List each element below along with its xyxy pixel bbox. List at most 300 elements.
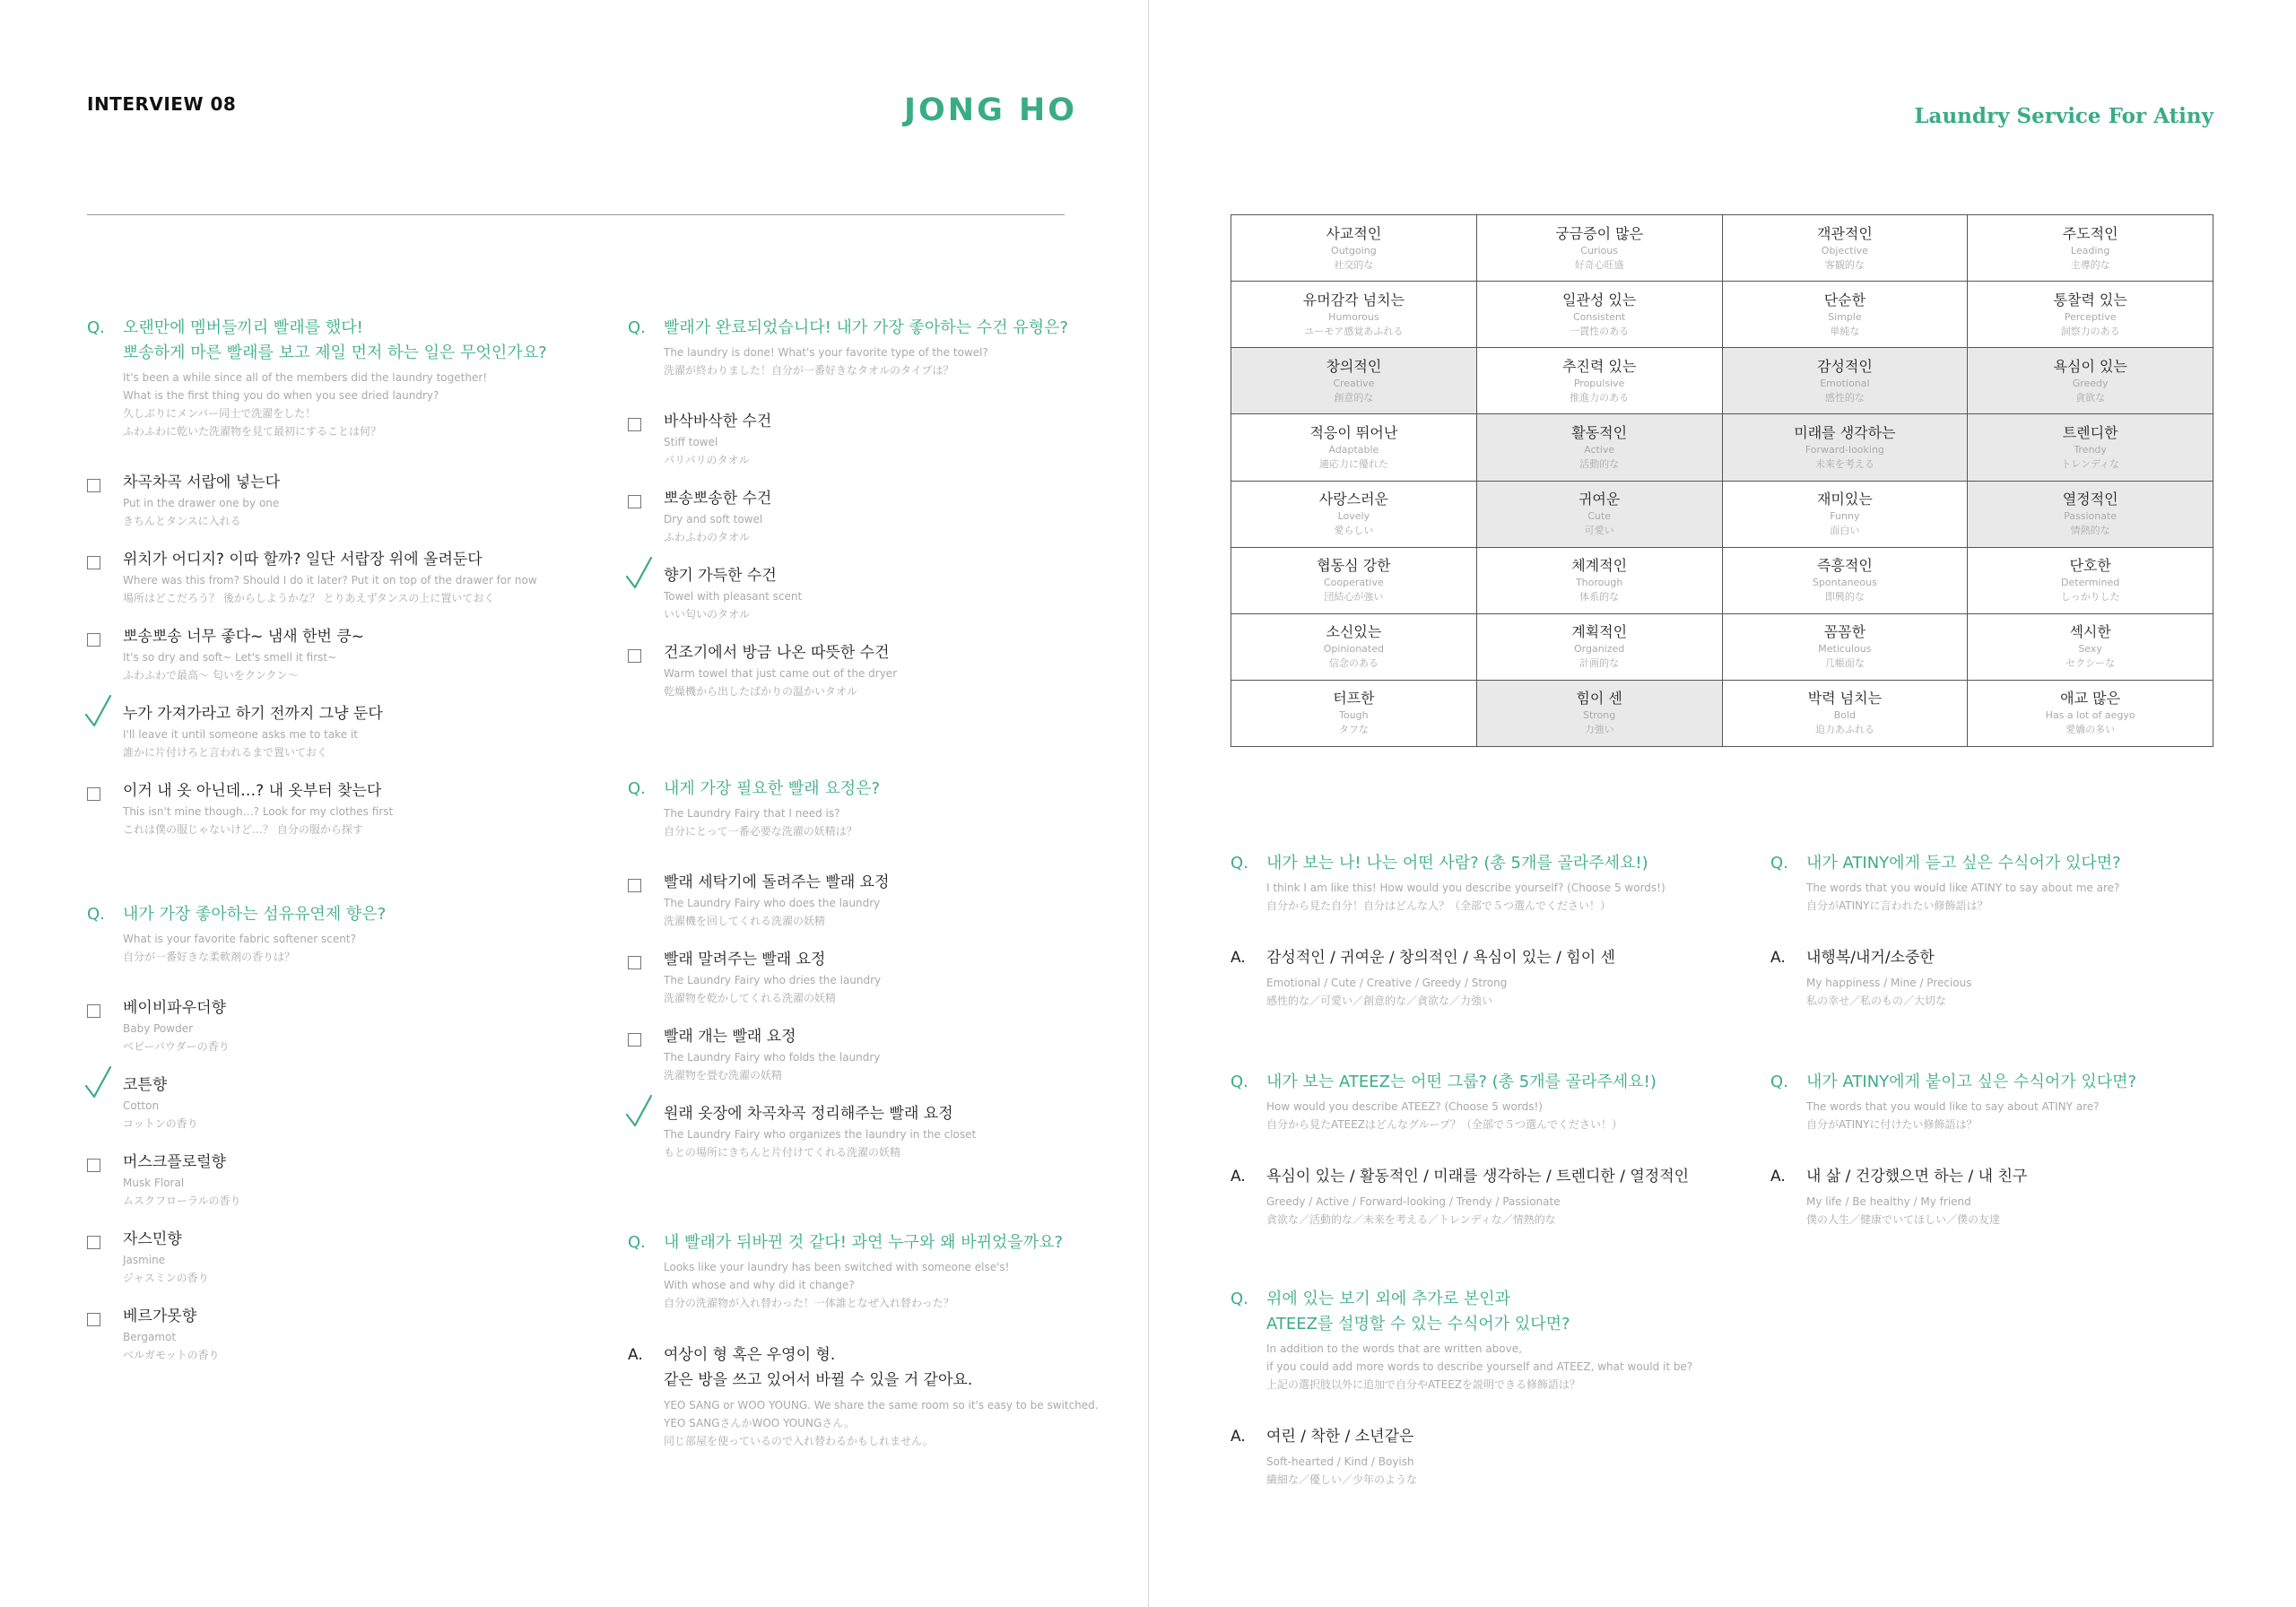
trait-korean: 활동적인 bbox=[1571, 423, 1628, 441]
question-translation bbox=[87, 930, 589, 966]
trait-japanese: 推進力のある bbox=[1570, 391, 1630, 404]
option-english: Jasmine bbox=[123, 1254, 166, 1266]
trait-japanese: 可愛い bbox=[1584, 525, 1614, 537]
page-title: Laundry Service For Atiny bbox=[1914, 104, 2213, 128]
option-item[interactable] bbox=[628, 871, 1130, 948]
translation-line: 感性的な／可愛い／創意的な／貪欲な／力強い bbox=[1266, 995, 1493, 1007]
trait-japanese: トレンディな bbox=[2061, 457, 2120, 470]
trait-korean: 애교 많은 bbox=[2060, 690, 2121, 708]
trait-korean: 객관적인 bbox=[1816, 224, 1873, 242]
trait-korean: 힘이 센 bbox=[1576, 690, 1622, 708]
checkbox[interactable] bbox=[628, 495, 641, 508]
trait-japanese: 愛らしい bbox=[1334, 525, 1374, 537]
grid-row bbox=[1231, 481, 2213, 547]
option-list bbox=[628, 410, 1130, 718]
answer-translation bbox=[664, 1396, 1130, 1450]
translation-line: The words that you would like to say about ATINY are? bbox=[1806, 1100, 2100, 1113]
checkbox[interactable] bbox=[87, 1159, 100, 1172]
trait-cell bbox=[1231, 282, 1477, 348]
trait-japanese: 洞察力のある bbox=[2060, 325, 2120, 337]
option-item[interactable] bbox=[87, 548, 589, 625]
question-block bbox=[1231, 851, 1751, 1010]
trait-english: Spontaneous bbox=[1812, 577, 1877, 589]
option-label: 향기 가득한 수건 bbox=[664, 567, 777, 585]
answer-block bbox=[1770, 945, 2219, 1010]
translation-line: 自分がATINYに言われたい修飾語は？ bbox=[1806, 899, 1988, 912]
trait-cell bbox=[1231, 680, 1477, 746]
translation-line: 洗濯が終わりました！自分が一番好きなタオルのタイプは？ bbox=[664, 364, 954, 377]
translation-line: 同じ部屋を使っているので入れ替わるかもしれません。 bbox=[664, 1435, 934, 1447]
option-label: 빨래 세탁기에 돌려주는 빨래 요정 bbox=[664, 873, 890, 891]
checkbox[interactable] bbox=[87, 787, 100, 801]
translation-line: What is your favorite fabric softener scent? bbox=[123, 933, 356, 945]
trait-japanese: 活動的な bbox=[1579, 457, 1620, 470]
trait-english: Opinionated bbox=[1323, 643, 1384, 656]
option-label: 이거 내 옷 아닌데…? 내 옷부터 찾는다 bbox=[123, 782, 382, 800]
option-english: Where was this from? Should I do it later? Put it on top of the drawer for now bbox=[123, 574, 537, 586]
question-line: 내가 ATINY에게 듣고 싶은 수식어가 있다면? bbox=[1806, 854, 2121, 873]
question-marker: Q. bbox=[1231, 854, 1248, 873]
option-item[interactable] bbox=[628, 1025, 1130, 1102]
trait-japanese: 団結心が強い bbox=[1324, 591, 1384, 604]
question-translation bbox=[1770, 879, 2219, 915]
answer-marker: A. bbox=[1231, 1428, 1246, 1446]
question-line: 내게 가장 필요한 빨래 요정은? bbox=[664, 779, 881, 798]
trait-cell bbox=[1968, 348, 2213, 414]
question-text bbox=[87, 902, 589, 927]
trait-cell bbox=[1476, 680, 1722, 746]
translation-line: 上記の選択肢以外に追加で自分やATEEZを説明できる修飾語は？ bbox=[1266, 1378, 1580, 1391]
option-japanese: これは僕の服じゃないけど…？ 自分の服から探す bbox=[123, 823, 363, 836]
question-translation bbox=[87, 369, 589, 440]
option-english: Cotton bbox=[123, 1099, 160, 1112]
option-item[interactable] bbox=[87, 1151, 589, 1228]
question-marker: Q. bbox=[1770, 1073, 1788, 1091]
translation-line: 自分から見た自分！自分はどんな人？（全部で５つ選んでください！） bbox=[1266, 899, 1612, 912]
option-label: 머스크플로럴향 bbox=[123, 1153, 226, 1171]
trait-cell bbox=[1968, 547, 2213, 613]
translation-line: My life / Be healthy / My friend bbox=[1806, 1195, 1971, 1208]
question-translation bbox=[628, 343, 1130, 379]
question-block bbox=[628, 1230, 1130, 1450]
option-item[interactable] bbox=[628, 564, 1130, 641]
question-text bbox=[1770, 851, 2219, 876]
trait-english: Leading bbox=[2070, 244, 2110, 256]
trait-japanese: 愛嬌の多い bbox=[2066, 724, 2116, 736]
option-label: 자스민향 bbox=[123, 1230, 182, 1248]
option-item[interactable] bbox=[628, 948, 1130, 1025]
trait-japanese: 単純な bbox=[1830, 325, 1860, 337]
checkmark-icon bbox=[83, 1064, 112, 1100]
checkbox[interactable] bbox=[87, 1313, 100, 1326]
trait-japanese: タフな bbox=[1338, 724, 1369, 736]
trait-english: Cute bbox=[1587, 510, 1611, 523]
option-label: 베르가못향 bbox=[123, 1307, 197, 1325]
trait-korean: 트렌디한 bbox=[2062, 423, 2118, 441]
translation-line: 自分がATINYに付けたい修飾語は？ bbox=[1806, 1118, 1978, 1131]
trait-cell bbox=[1722, 481, 1968, 547]
trait-korean: 체계적인 bbox=[1571, 557, 1628, 575]
checkmark-icon bbox=[83, 693, 112, 729]
trait-english: Forward-looking bbox=[1805, 443, 1884, 456]
question-line: 뽀송하게 마른 빨래를 보고 제일 먼저 하는 일은 무엇인가요? bbox=[123, 343, 547, 362]
option-list bbox=[87, 471, 589, 856]
trait-english: Funny bbox=[1830, 510, 1860, 523]
answer-text: 내행복/내거/소중한 bbox=[1806, 949, 1935, 967]
trait-korean: 귀여운 bbox=[1578, 491, 1621, 508]
trait-cell bbox=[1476, 547, 1722, 613]
question-text bbox=[87, 316, 589, 366]
answer-block bbox=[1770, 1164, 2219, 1229]
answer-text: 여린 / 착한 / 소년같은 bbox=[1266, 1428, 1414, 1446]
option-label: 바삭바삭한 수건 bbox=[664, 413, 772, 430]
question-marker: Q. bbox=[1770, 854, 1788, 873]
trait-japanese: 即興的な bbox=[1824, 591, 1865, 604]
option-english: Dry and soft towel bbox=[664, 513, 763, 526]
trait-korean: 미래를 생각하는 bbox=[1794, 423, 1896, 441]
checkbox[interactable] bbox=[87, 1004, 100, 1018]
trait-japanese: 情熱的な bbox=[2070, 525, 2110, 537]
trait-korean: 적응이 뛰어난 bbox=[1309, 423, 1398, 441]
trait-cell bbox=[1476, 414, 1722, 481]
question-translation bbox=[1770, 1098, 2219, 1134]
trait-cell bbox=[1476, 481, 1722, 547]
trait-japanese: セクシーな bbox=[2066, 657, 2116, 670]
question-marker: Q. bbox=[1231, 1290, 1248, 1308]
translation-line: 僕の人生／健康でいてほしい／僕の友達 bbox=[1806, 1213, 2001, 1226]
trait-japanese: 計画的な bbox=[1579, 657, 1620, 670]
answer-text: 여상이 형 혹은 우영이 형. bbox=[664, 1346, 836, 1364]
option-english: Musk Floral bbox=[123, 1177, 185, 1189]
translation-line: Looks like your laundry has been switched with someone else's! bbox=[664, 1261, 1010, 1273]
question-text bbox=[1231, 1287, 1787, 1337]
trait-english: Curious bbox=[1580, 244, 1618, 256]
option-item[interactable] bbox=[87, 625, 589, 702]
trait-korean: 꼼꼼한 bbox=[1823, 623, 1866, 641]
trait-cell bbox=[1722, 547, 1968, 613]
trait-english: Perceptive bbox=[2064, 310, 2117, 323]
option-japanese: 洗濯物を乾かしてくれる洗濯の妖精 bbox=[664, 992, 837, 1004]
trait-cell bbox=[1476, 282, 1722, 348]
trait-english: Lovely bbox=[1337, 510, 1370, 523]
checkbox[interactable] bbox=[87, 556, 100, 569]
trait-english: Organized bbox=[1573, 643, 1625, 656]
trait-korean: 협동심 강한 bbox=[1317, 557, 1391, 575]
question-text bbox=[1231, 1070, 1751, 1095]
trait-korean: 단호한 bbox=[2069, 557, 2111, 575]
option-item[interactable] bbox=[87, 996, 589, 1073]
option-label: 코튼향 bbox=[123, 1076, 168, 1094]
trait-korean: 사교적인 bbox=[1326, 224, 1382, 242]
trait-cell bbox=[1231, 547, 1477, 613]
trait-english: Simple bbox=[1828, 310, 1862, 323]
trait-cell bbox=[1476, 215, 1722, 282]
question-block bbox=[1770, 1070, 2219, 1229]
question-block bbox=[628, 777, 1130, 1179]
grid-row bbox=[1231, 282, 2213, 348]
question-line: 내가 ATINY에게 붙이고 싶은 수식어가 있다면? bbox=[1806, 1073, 2137, 1091]
answer-translation bbox=[1806, 974, 2219, 1010]
option-label: 원래 옷장에 차곡차곡 정리해주는 빨래 요정 bbox=[664, 1105, 953, 1123]
grid-row bbox=[1231, 414, 2213, 481]
trait-cell bbox=[1722, 348, 1968, 414]
translation-line: In addition to the words that are written above, bbox=[1266, 1342, 1522, 1355]
trait-cell bbox=[1968, 613, 2213, 680]
translation-line: Greedy / Active / Forward-looking / Trendy / Passionate bbox=[1266, 1195, 1561, 1208]
trait-english: Creative bbox=[1333, 377, 1375, 389]
option-label: 뽀송뽀송 너무 좋다~ 냄새 한번 킁~ bbox=[123, 628, 364, 646]
trait-cell bbox=[1231, 348, 1477, 414]
answer-marker: A. bbox=[1231, 1168, 1246, 1186]
trait-korean: 창의적인 bbox=[1326, 357, 1382, 375]
trait-korean: 섹시한 bbox=[2069, 623, 2111, 641]
option-item[interactable] bbox=[87, 702, 589, 779]
trait-korean: 유머감각 넘치는 bbox=[1302, 291, 1405, 308]
question-line: 오랜만에 멤버들끼리 빨래를 했다! bbox=[123, 318, 363, 337]
checkbox[interactable] bbox=[87, 1236, 100, 1249]
trait-cell bbox=[1231, 414, 1477, 481]
trait-japanese: 社交的な bbox=[1334, 258, 1374, 271]
trait-cell bbox=[1231, 481, 1477, 547]
answer-text: 감성적인 / 귀여운 / 창의적인 / 욕심이 있는 / 힘이 센 bbox=[1266, 949, 1615, 967]
trait-cell bbox=[1231, 613, 1477, 680]
answer-block bbox=[1231, 1164, 1751, 1229]
question-line: 위에 있는 보기 외에 추가로 본인과 bbox=[1266, 1290, 1511, 1308]
translation-line: 私の幸せ／私のもの／大切な bbox=[1806, 995, 1947, 1007]
checkbox[interactable] bbox=[628, 879, 641, 892]
translation-line: 自分の洗濯物が入れ替わった！一体誰となぜ入れ替わった？ bbox=[664, 1297, 954, 1309]
translation-line: 繊細な／優しい／少年のような bbox=[1266, 1473, 1418, 1486]
trait-cell bbox=[1722, 414, 1968, 481]
option-item[interactable] bbox=[628, 1102, 1130, 1179]
translation-line: YEO SANGさんかWOO YOUNGさん。 bbox=[664, 1417, 855, 1429]
question-block bbox=[1231, 1070, 1751, 1229]
option-list bbox=[87, 996, 589, 1382]
page-divider bbox=[1148, 0, 1149, 1607]
option-japanese: ジャスミンの香り bbox=[123, 1272, 209, 1284]
option-japanese: 場所はどこだろう？ 後からしようかな？ とりあえずタンスの上に置いておく bbox=[123, 592, 495, 604]
trait-english: Determined bbox=[2061, 577, 2120, 589]
option-english: I'll leave it until someone asks me to take it bbox=[123, 728, 358, 741]
trait-japanese: 感性的な bbox=[1824, 391, 1865, 404]
grid-row bbox=[1231, 215, 2213, 282]
question-block bbox=[87, 316, 589, 856]
trait-cell bbox=[1722, 613, 1968, 680]
trait-english: Passionate bbox=[2064, 510, 2118, 523]
trait-english: Cooperative bbox=[1323, 577, 1384, 589]
answer-translation bbox=[1266, 974, 1751, 1010]
option-item[interactable] bbox=[87, 471, 589, 548]
question-translation bbox=[1231, 879, 1751, 915]
option-item[interactable] bbox=[628, 410, 1130, 487]
answer-translation bbox=[1266, 1453, 1787, 1489]
trait-english: Adaptable bbox=[1328, 443, 1379, 456]
checkbox[interactable] bbox=[628, 956, 641, 969]
checkmark-icon bbox=[624, 555, 653, 591]
option-item[interactable] bbox=[628, 641, 1130, 718]
checkbox[interactable] bbox=[628, 649, 641, 663]
question-translation bbox=[628, 804, 1130, 840]
trait-korean: 즉흥적인 bbox=[1816, 557, 1873, 575]
trait-english: Propulsive bbox=[1573, 377, 1625, 389]
translation-line: The laundry is done! What's your favorite type of the towel? bbox=[664, 346, 988, 359]
option-japanese: ベルガモットの香り bbox=[123, 1349, 220, 1361]
option-list bbox=[628, 871, 1130, 1179]
option-english: It's so dry and soft~ Let's smell it first~ bbox=[123, 651, 337, 664]
trait-english: Humorous bbox=[1328, 310, 1379, 323]
trait-japanese: 信念のある bbox=[1328, 657, 1378, 670]
trait-english: Meticulous bbox=[1818, 643, 1872, 656]
translation-line: My happiness / Mine / Precious bbox=[1806, 977, 1972, 989]
question-line: 내가 가장 좋아하는 섬유유연제 향은? bbox=[123, 905, 387, 924]
translation-line: How would you describe ATEEZ? (Choose 5 words!) bbox=[1266, 1100, 1543, 1113]
trait-japanese: 一貫性のある bbox=[1570, 325, 1630, 337]
option-japanese: いい匂いのタオル bbox=[664, 608, 751, 621]
question-marker: Q. bbox=[1231, 1073, 1248, 1091]
question-translation bbox=[628, 1258, 1130, 1312]
trait-korean: 욕심이 있는 bbox=[2053, 357, 2127, 375]
trait-cell bbox=[1476, 348, 1722, 414]
option-label: 누가 가져가라고 하기 전까지 그냥 둔다 bbox=[123, 705, 383, 723]
answer-text: 내 삶 / 건강했으면 하는 / 내 친구 bbox=[1806, 1168, 2028, 1186]
trait-japanese: 未来を考える bbox=[1814, 457, 1874, 470]
trait-korean: 터프한 bbox=[1333, 690, 1375, 708]
option-japanese: きちんとタンスに入れる bbox=[123, 515, 241, 527]
question-marker: Q. bbox=[87, 318, 105, 337]
trait-japanese: しっかりした bbox=[2060, 591, 2120, 604]
option-english: The Laundry Fairy who organizes the laundry in the closet bbox=[664, 1128, 977, 1141]
trait-cell bbox=[1722, 282, 1968, 348]
option-japanese: 洗濯物を畳む洗濯の妖精 bbox=[664, 1069, 783, 1081]
option-label: 위치가 어디지? 이따 할까? 일단 서랍장 위에 올려둔다 bbox=[123, 551, 483, 569]
translation-line: YEO SANG or WOO YOUNG. We share the same room so it's easy to be switched. bbox=[664, 1399, 1099, 1412]
trait-english: Thorough bbox=[1575, 577, 1623, 589]
question-line: 내가 보는 나! 나는 어떤 사람? (총 5개를 골라주세요!) bbox=[1266, 854, 1648, 873]
translation-line: I think I am like this! How would you describe yourself? (Choose 5 words!) bbox=[1266, 882, 1665, 894]
trait-korean: 단순한 bbox=[1823, 291, 1866, 308]
trait-cell bbox=[1231, 215, 1477, 282]
trait-english: Consistent bbox=[1572, 310, 1626, 323]
checkbox[interactable] bbox=[87, 479, 100, 492]
trait-english: Emotional bbox=[1820, 377, 1870, 389]
option-label: 뽀송뽀송한 수건 bbox=[664, 490, 772, 508]
option-english: The Laundry Fairy who folds the laundry bbox=[664, 1051, 881, 1064]
question-marker: Q. bbox=[87, 905, 105, 924]
trait-japanese: 好奇心旺盛 bbox=[1574, 258, 1624, 271]
translation-line: Soft-hearted / Kind / Boyish bbox=[1266, 1455, 1414, 1468]
checkbox[interactable] bbox=[628, 418, 641, 431]
grid-row bbox=[1231, 547, 2213, 613]
trait-japanese: 面白い bbox=[1830, 525, 1860, 537]
option-label: 건조기에서 방금 나온 따뜻한 수건 bbox=[664, 644, 890, 662]
question-block bbox=[1231, 1287, 1787, 1489]
question-translation bbox=[1231, 1340, 1787, 1394]
answer-text: 같은 방을 쓰고 있어서 바뀔 수 있을 거 같아요. bbox=[664, 1371, 973, 1389]
answer-marker: A. bbox=[1770, 949, 1786, 967]
option-item[interactable] bbox=[87, 779, 589, 856]
trait-korean: 일관성 있는 bbox=[1561, 291, 1637, 308]
trait-korean: 소신있는 bbox=[1326, 623, 1382, 641]
option-english: Put in the drawer one by one bbox=[123, 497, 280, 509]
option-english: Towel with pleasant scent bbox=[664, 590, 803, 603]
trait-english: Has a lot of aegyo bbox=[2045, 709, 2135, 722]
question-marker: Q. bbox=[628, 779, 646, 798]
trait-english: Greedy bbox=[2072, 377, 2109, 389]
question-line: 내가 보는 ATEEZ는 어떤 그룹? (총 5개를 골라주세요!) bbox=[1266, 1073, 1657, 1091]
trait-korean: 궁금증이 많은 bbox=[1555, 224, 1644, 242]
question-line: ATEEZ를 설명할 수 있는 수식어가 있다면? bbox=[1266, 1315, 1570, 1333]
interview-label: INTERVIEW 08 bbox=[87, 93, 237, 115]
translation-line: 自分が一番好きな柔軟剤の香りは？ bbox=[123, 951, 296, 963]
option-japanese: もとの場所にきちんと片付けてくれる洗濯の妖精 bbox=[664, 1146, 901, 1159]
trait-japanese: ユーモア感覚あふれる bbox=[1304, 325, 1404, 337]
option-item[interactable] bbox=[87, 1228, 589, 1305]
option-item[interactable] bbox=[87, 1073, 589, 1151]
checkbox[interactable] bbox=[87, 633, 100, 647]
trait-english: Active bbox=[1584, 443, 1615, 456]
option-item[interactable] bbox=[87, 1305, 589, 1382]
trait-korean: 재미있는 bbox=[1816, 491, 1873, 508]
question-text bbox=[1231, 851, 1751, 876]
trait-cell bbox=[1476, 613, 1722, 680]
grid-row bbox=[1231, 613, 2213, 680]
question-text bbox=[628, 777, 1130, 802]
trait-korean: 감성적인 bbox=[1816, 357, 1873, 375]
option-item[interactable] bbox=[628, 487, 1130, 564]
trait-japanese: 適応力に優れた bbox=[1318, 457, 1388, 470]
trait-japanese: 創意的な bbox=[1334, 391, 1374, 404]
trait-english: Sexy bbox=[2078, 643, 2102, 656]
checkbox[interactable] bbox=[628, 1033, 641, 1047]
trait-japanese: 几帳面な bbox=[1824, 657, 1865, 670]
option-japanese: ふわふわのタオル bbox=[664, 531, 751, 543]
answer-marker: A. bbox=[628, 1346, 643, 1364]
trait-korean: 주도적인 bbox=[2062, 224, 2118, 242]
header-rule bbox=[87, 214, 1065, 215]
translation-line: 久しぶりにメンバー同士で洗濯をした！ bbox=[123, 407, 317, 420]
trait-cell bbox=[1968, 481, 2213, 547]
option-japanese: パリパリのタオル bbox=[664, 454, 750, 466]
trait-korean: 계획적인 bbox=[1571, 623, 1628, 641]
question-text bbox=[628, 316, 1130, 341]
trait-korean: 추진력 있는 bbox=[1561, 357, 1637, 375]
trait-korean: 박력 넘치는 bbox=[1807, 690, 1883, 708]
translation-line: With whose and why did it change? bbox=[664, 1279, 855, 1291]
question-block bbox=[628, 316, 1130, 718]
option-label: 베이비파우더향 bbox=[123, 999, 226, 1017]
trait-japanese: 客観的な bbox=[1824, 258, 1865, 271]
option-japanese: 洗濯機を回してくれる洗濯の妖精 bbox=[664, 915, 826, 927]
question-text bbox=[1770, 1070, 2219, 1095]
checkmark-icon bbox=[624, 1093, 653, 1129]
trait-japanese: 貪欲な bbox=[2075, 391, 2106, 404]
trait-english: Strong bbox=[1582, 709, 1616, 722]
translation-line: 自分から見たATEEZはどんなグループ？（全部で５つ選んでください！） bbox=[1266, 1118, 1623, 1131]
translation-line: 自分にとって一番必要な洗濯の妖精は？ bbox=[664, 825, 857, 838]
trait-cell bbox=[1968, 282, 2213, 348]
answer-block bbox=[628, 1342, 1130, 1450]
answer-marker: A. bbox=[1770, 1168, 1786, 1186]
question-translation bbox=[1231, 1098, 1751, 1134]
translation-line: 貪欲な／活動的な／未来を考える／トレンディな／情熱的な bbox=[1266, 1213, 1556, 1226]
question-text bbox=[628, 1230, 1130, 1255]
answer-block bbox=[1231, 945, 1751, 1010]
option-english: The Laundry Fairy who dries the laundry bbox=[664, 974, 882, 986]
answer-block bbox=[1231, 1424, 1787, 1489]
option-japanese: 乾燥機から出したばかりの温かいタオル bbox=[664, 685, 858, 698]
translation-line: if you could add more words to describe yourself and ATEEZ, what would it be? bbox=[1266, 1360, 1693, 1373]
option-english: Bergamot bbox=[123, 1331, 177, 1343]
